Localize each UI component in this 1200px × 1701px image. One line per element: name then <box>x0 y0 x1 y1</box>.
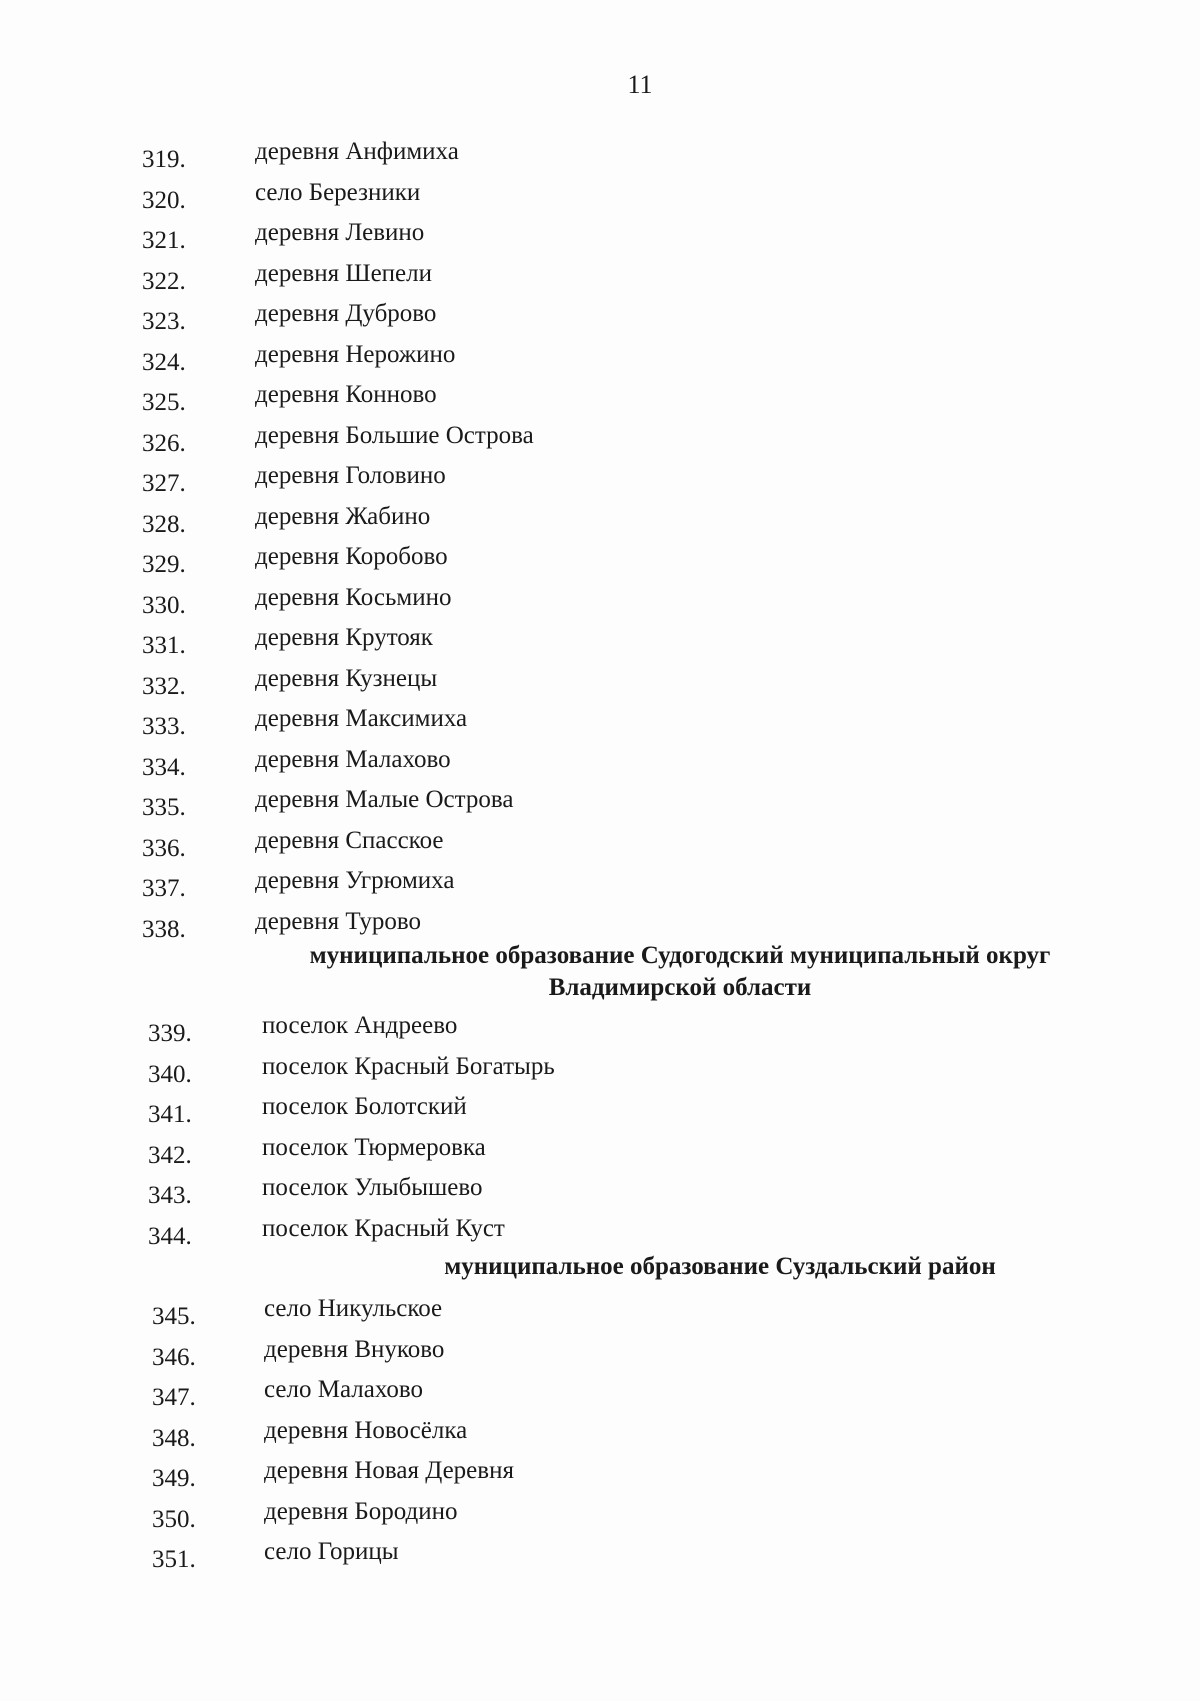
item-number: 319. <box>142 146 186 173</box>
list-item <box>0 497 1200 538</box>
settlement-group-2 <box>0 1006 1200 1249</box>
page-number: 11 <box>627 70 653 99</box>
list-item <box>0 740 1200 781</box>
item-name: село Никульское <box>264 1295 443 1322</box>
list-item <box>0 537 1200 578</box>
item-name: деревня Крутояк <box>255 624 433 651</box>
list-item <box>0 1370 1200 1411</box>
list-item <box>0 1209 1200 1250</box>
item-number: 333. <box>142 713 186 740</box>
list-item <box>0 335 1200 376</box>
item-name: деревня Левино <box>255 219 425 246</box>
list-item <box>0 1128 1200 1169</box>
item-name: поселок Красный Богатырь <box>262 1052 555 1080</box>
item-number: 336. <box>142 834 186 862</box>
section-heading-line1: муниципальное образование Судогодский муниципальный округ <box>309 942 1051 969</box>
item-name: село Горицы <box>264 1538 399 1565</box>
item-name: село Малахово <box>264 1376 424 1403</box>
item-name: деревня Нерожино <box>255 340 456 368</box>
list-item <box>0 1168 1200 1209</box>
list-item <box>0 416 1200 457</box>
item-number: 323. <box>142 308 186 335</box>
item-name: деревня Шепели <box>255 259 432 287</box>
item-number: 322. <box>142 267 186 295</box>
item-number: 345. <box>152 1303 196 1330</box>
item-name: деревня Анфимиха <box>255 138 459 165</box>
list-item <box>0 456 1200 497</box>
item-number: 344. <box>148 1222 192 1250</box>
item-name: поселок Красный Куст <box>262 1214 505 1242</box>
item-number: 339. <box>148 1020 192 1047</box>
list-item <box>0 1289 1200 1330</box>
item-number: 347. <box>152 1384 196 1411</box>
item-name: село Березники <box>255 178 421 206</box>
item-name: деревня Малые Острова <box>255 786 514 813</box>
item-number: 332. <box>142 672 186 700</box>
item-name: поселок Тюрмеровка <box>262 1133 486 1161</box>
list-item <box>0 659 1200 700</box>
item-name: деревня Спасское <box>255 826 444 854</box>
item-name: деревня Конново <box>255 381 437 408</box>
item-name: деревня Коробово <box>255 543 448 570</box>
item-number: 337. <box>142 875 186 902</box>
list-item <box>0 1451 1200 1492</box>
item-number: 338. <box>142 915 186 943</box>
item-number: 329. <box>142 551 186 578</box>
item-name: деревня Турово <box>255 907 422 935</box>
list-item <box>0 618 1200 659</box>
item-number: 334. <box>142 753 186 781</box>
item-number: 342. <box>148 1141 192 1169</box>
list-item <box>0 132 1200 173</box>
list-item <box>0 780 1200 821</box>
item-number: 343. <box>148 1182 192 1209</box>
list-item <box>0 1087 1200 1128</box>
settlement-list <box>0 132 1200 1573</box>
list-item <box>0 1330 1200 1371</box>
item-name: деревня Максимиха <box>255 705 468 732</box>
list-item <box>0 173 1200 214</box>
item-number: 324. <box>142 348 186 376</box>
list-item <box>0 294 1200 335</box>
list-item <box>0 1006 1200 1047</box>
item-name: деревня Головино <box>255 462 446 489</box>
list-item <box>0 1411 1200 1452</box>
item-number: 335. <box>142 794 186 821</box>
item-name: поселок Улыбышево <box>262 1174 483 1201</box>
item-name: деревня Внуково <box>264 1335 445 1363</box>
item-number: 331. <box>142 632 186 659</box>
item-number: 341. <box>148 1101 192 1128</box>
item-name: деревня Жабино <box>255 502 431 530</box>
item-name: деревня Косьмино <box>255 583 452 611</box>
item-number: 348. <box>152 1424 196 1452</box>
item-number: 351. <box>152 1546 196 1573</box>
section-heading-line2: Владимирской области <box>548 974 812 1001</box>
list-item <box>0 699 1200 740</box>
item-number: 349. <box>152 1465 196 1492</box>
list-item <box>0 861 1200 902</box>
item-number: 340. <box>148 1060 192 1088</box>
list-item <box>0 821 1200 862</box>
list-item <box>0 902 1200 943</box>
item-number: 321. <box>142 227 186 254</box>
item-name: деревня Малахово <box>255 745 451 773</box>
item-name: деревня Дуброво <box>255 300 437 327</box>
settlement-group-3 <box>0 1289 1200 1573</box>
list-item <box>0 578 1200 619</box>
item-name: деревня Угрюмиха <box>255 867 455 894</box>
settlement-group-1 <box>0 132 1200 942</box>
list-item <box>0 1047 1200 1088</box>
item-name: поселок Андреево <box>262 1012 458 1039</box>
item-number: 325. <box>142 389 186 416</box>
item-name: деревня Большие Острова <box>255 421 534 449</box>
list-item <box>0 213 1200 254</box>
item-number: 327. <box>142 470 186 497</box>
item-number: 320. <box>142 186 186 214</box>
list-item <box>0 1532 1200 1573</box>
item-name: деревня Новосёлка <box>264 1416 468 1444</box>
item-number: 350. <box>152 1505 196 1533</box>
list-item <box>0 1492 1200 1533</box>
section-heading-suzdalsky: муниципальное образование Суздальский район <box>444 1253 996 1280</box>
list-item <box>0 254 1200 295</box>
item-name: поселок Болотский <box>262 1093 467 1120</box>
item-number: 330. <box>142 591 186 619</box>
item-name: деревня Новая Деревня <box>264 1457 514 1484</box>
item-number: 346. <box>152 1343 196 1371</box>
item-number: 326. <box>142 429 186 457</box>
item-name: деревня Бородино <box>264 1497 458 1525</box>
item-name: деревня Кузнецы <box>255 664 438 692</box>
item-number: 328. <box>142 510 186 538</box>
list-item <box>0 375 1200 416</box>
